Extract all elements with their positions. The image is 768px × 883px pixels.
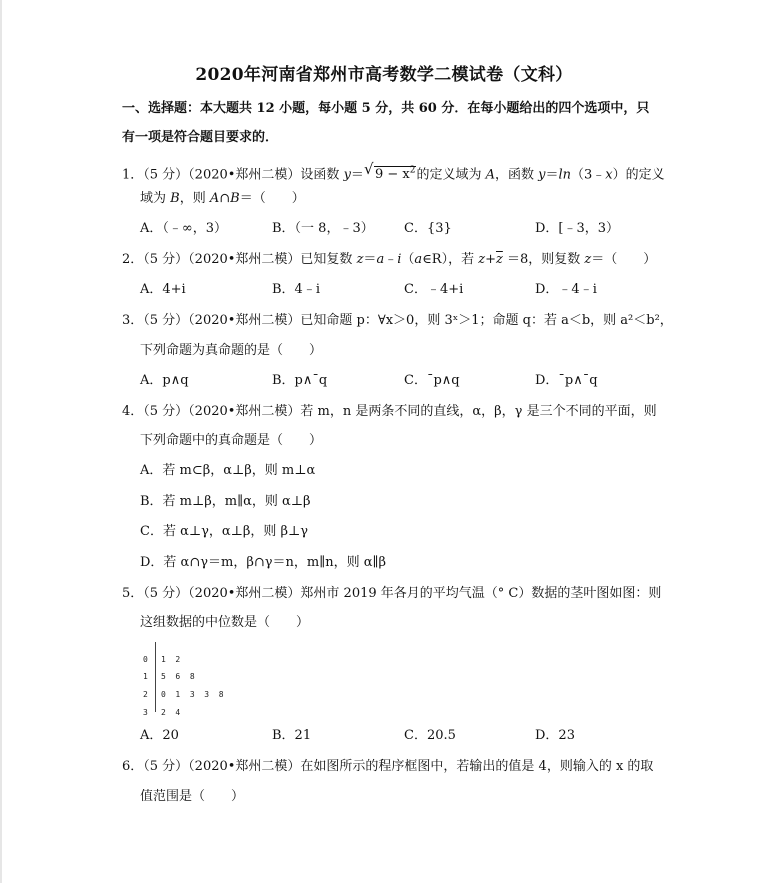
stem-leaf-row: 1 5 6 8 bbox=[143, 672, 198, 681]
page-edge bbox=[0, 0, 2, 883]
q1-line1: 1．（5 分）（2020•郑州二模）设函数 y＝ √ $9 - x^2$的定义域为 A，函数 y＝ln（3﹣x）的定义 bbox=[122, 160, 665, 183]
q5-line1: 5．（5 分）（2020•郑州二模）郑州市 2019 年各月的平均气温（° C）数据的茎叶图如图：则 bbox=[122, 586, 662, 601]
q5-option-c: C．20.5 bbox=[404, 728, 456, 743]
q6-line2: 值范围是（ ） bbox=[140, 789, 245, 804]
q1-option-c: C．{3} bbox=[404, 221, 452, 236]
q5-option-a: A．20 bbox=[140, 728, 179, 743]
stem-leaf-plot bbox=[143, 642, 243, 717]
q3-option-a: A．p∧q bbox=[140, 373, 189, 388]
q6-line1: 6．（5 分）（2020•郑州二模）在如图所示的程序框图中，若输出的值是 4，则输入的 x 的取 bbox=[122, 759, 654, 774]
q3-line1: 3．（5 分）（2020•郑州二模）已知命题 p：∀x＞0，则 3ˣ＞1；命题 q：若 a＜b，则 a²＜b²， bbox=[122, 313, 673, 328]
q1-option-d: D．[﹣3，3） bbox=[535, 221, 620, 236]
page-title: 2020年河南省郑州市高考数学二模试卷（文科） bbox=[195, 65, 573, 85]
q3-option-c: C．¯p∧q bbox=[404, 373, 460, 388]
q4-option-b: B．若 m⊥β，m∥α，则 α⊥β bbox=[140, 494, 311, 509]
q5-option-d: D．23 bbox=[535, 728, 575, 743]
q1-option-b: B．（一 8，﹣3） bbox=[272, 221, 374, 236]
section-heading-line2: 有一项是符合题目要求的． bbox=[122, 130, 279, 145]
q1-line2: 域为 B，则 A∩B＝（ ） bbox=[140, 191, 305, 206]
stem-leaf-row: 3 2 4 bbox=[143, 708, 183, 717]
q2-line1: 2．（5 分）（2020•郑州二模）已知复数 z＝a﹣i（a∈R），若 $z+\overline{z} =8$，则复数 z＝（ ） bbox=[122, 252, 657, 267]
q5-option-b: B．21 bbox=[272, 728, 312, 743]
q2-option-c: C．﹣4+i bbox=[404, 282, 464, 297]
q4-line1: 4．（5 分）（2020•郑州二模）若 m，n 是两条不同的直线，α，β，γ 是三个不同的平面，则 bbox=[122, 404, 657, 419]
stem-leaf-row: 2 0 1 3 3 8 bbox=[143, 690, 226, 699]
q4-option-d: D．若 α∩γ＝m，β∩γ＝n，m∥n，则 α∥β bbox=[140, 555, 387, 570]
q2-option-d: D．﹣4﹣i bbox=[535, 282, 597, 297]
section-heading-line1: 一、选择题：本大题共 12 小题，每小题 5 分，共 60 分．在每小题给出的四个选项中，只 bbox=[122, 101, 650, 116]
q2-option-a: A．4+i bbox=[140, 282, 186, 297]
q3-option-d: D．¯p∧¯q bbox=[535, 373, 598, 388]
stem-leaf-row: 0 1 2 bbox=[143, 655, 183, 664]
q2-option-b: B．4﹣i bbox=[272, 282, 320, 297]
q3-line2: 下列命题为真命题的是（ ） bbox=[140, 343, 323, 358]
q1-option-a: A．（﹣∞，3） bbox=[140, 221, 227, 236]
q3-option-b: B．p∧¯q bbox=[272, 373, 328, 388]
q4-option-a: A．若 m⊂β，α⊥β，则 m⊥α bbox=[140, 463, 316, 478]
q5-line2: 这组数据的中位数是（ ） bbox=[140, 615, 310, 630]
sqrt-expression: √ $9 - x^2$ bbox=[363, 160, 416, 183]
q4-line2: 下列命题中的真命题是（ ） bbox=[140, 433, 323, 448]
q4-option-c: C．若 α⊥γ，α⊥β，则 β⊥γ bbox=[140, 524, 309, 539]
